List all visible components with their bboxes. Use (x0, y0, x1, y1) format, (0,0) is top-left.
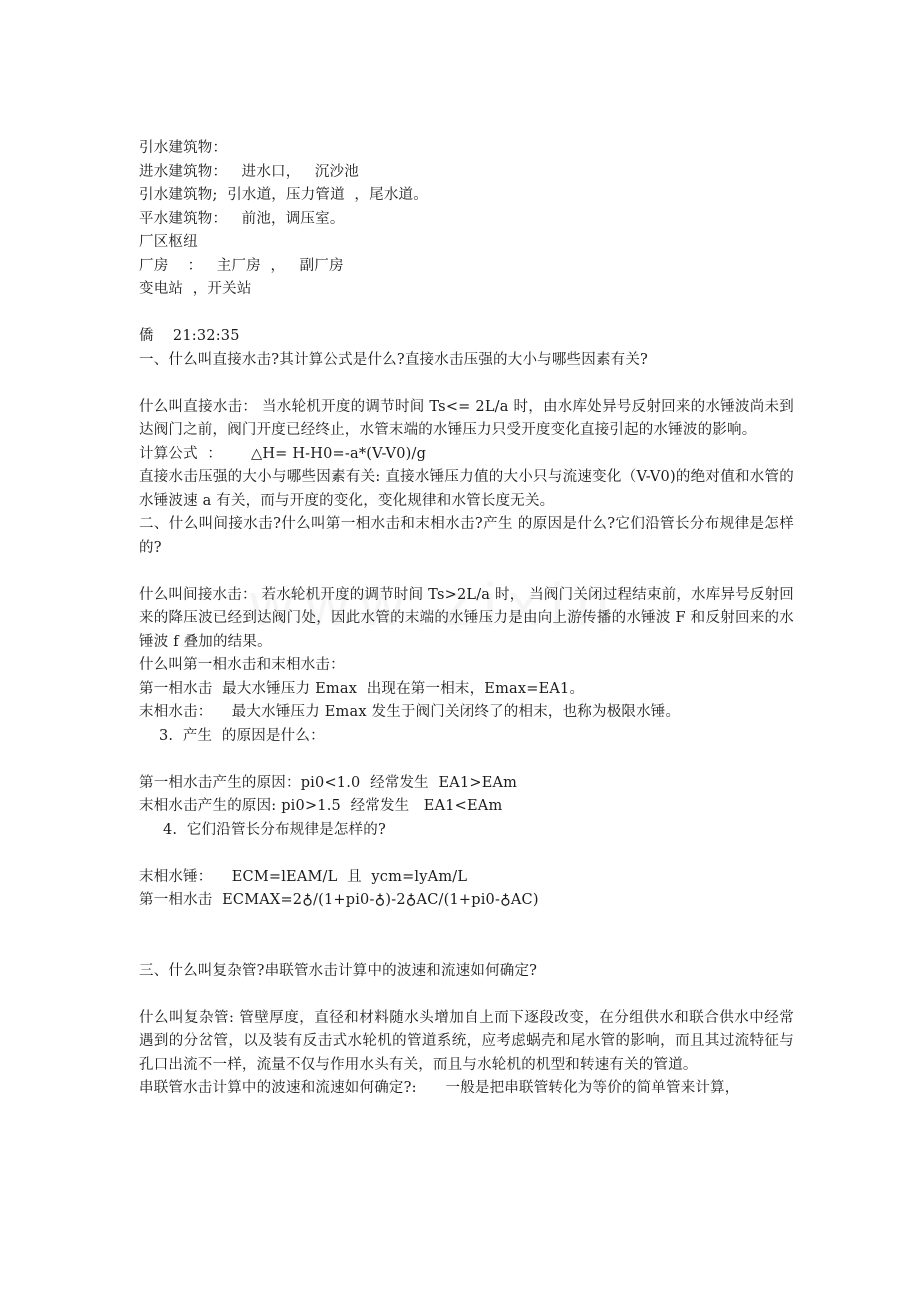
text-line: 第一相水击 最大水锤压力 Emax 出现在第一相末，Emax=EA1。 (139, 680, 585, 697)
paragraph: 直接水击压强的大小与哪些因素有关: 直接水锤压力值的大小只与流速变化（V-V0)的绝对值和水管的水锤波速 a 有关，而与开度的变化，变化规律和水管长度无关。 (139, 469, 794, 509)
text-line: 末相水击： 最大水锤压力 Emax 发生于阀门关闭终了的相末，也称为极限水锤。 (139, 704, 681, 720)
question-heading: 二、什么叫间接水击?什么叫第一相水击和末相水击?产生 的原因是什么?它们沿管长分布规律是怎样的? (139, 516, 794, 556)
text-line: 平水建筑物： 前池，调压室。 (139, 210, 345, 227)
document-body (139, 137, 794, 1101)
text-line: 串联管水击计算中的波速和流速如何确定?: 一般是把串联管转化为等价的简单管来计算， (139, 1080, 740, 1096)
text-line: 第一相水击产生的原因：pi0<1.0 经常发生 EA1>EAm (139, 774, 518, 791)
numbered-item: 4. 它们沿管长分布规律是怎样的? (163, 821, 386, 838)
question-heading: 三、什么叫复杂管?串联管水击计算中的波速和流速如何确定? (139, 962, 538, 979)
text-line: 末相水击产生的原因: pi0>1.5 经常发生 EA1<EAm (139, 798, 503, 814)
text-line: 什么叫第一相水击和末相水击： (139, 657, 345, 673)
text-line: 厂区枢纽 (139, 234, 198, 250)
paragraph: 什么叫间接水击： 若水轮机开度的调节时间 Ts>2L/a 时， 当阀门关闭过程结束前，水库异号反射回来的降压波已经到达阀门处，因此水管的末端的水锤压力是由向上游传播的水锤波 F 和反射回来的水锤波 f 叠加的结果。 (139, 586, 794, 650)
text-line: 变电站 ，开关站 (139, 281, 252, 297)
question-heading: 一、什么叫直接水击?其计算公式是什么?直接水击压强的大小与哪些因素有关? (139, 351, 649, 368)
text-line: 僑 21:32:35 (139, 328, 240, 344)
formula-line: 末相水锤： ECM=lEAM/L 且 ycm=lyAm/L (139, 868, 468, 885)
paragraph: 什么叫直接水击： 当水轮机开度的调节时间 Ts<= 2L/a 时，由水库处异号反射回来的水锤波尚未到达阀门之前，阀门开度已经终止，水管末端的水锤压力只受开度变化直接引起的水锤波的影响。 (139, 398, 794, 438)
text-line: 引水建筑物： (139, 140, 228, 156)
text-line: 引水建筑物; 引水道，压力管道 ，尾水道。 (139, 187, 428, 203)
formula-line: 第一相水击 ECMAX=2♁/(1+pi0-♁)-2♁AC/(1+pi0-♁AC) (139, 892, 539, 908)
text-line: 进水建筑物： 进水口， 沉沙池 (139, 163, 359, 180)
numbered-item: 3. 产生 的原因是什么： (159, 727, 325, 744)
text-line: 厂房 ： 主厂房 ， 副厂房 (139, 257, 344, 274)
paragraph: 什么叫复杂管: 管壁厚度，直径和材料随水头增加自上而下逐段改变，在分组供水和联合供水中经常遇到的分岔管，以及装有反击式水轮机的管道系统，应考虑蜗壳和尾水管的影响，而且其过流特征与孔口出流不一样，流量不仅与作用水头有关，而且与水轮机的机型和转速有关的管道。 (139, 1009, 794, 1073)
formula-line: 计算公式 ： △H= H-H0=-a*(V-V0)/g (139, 445, 427, 462)
